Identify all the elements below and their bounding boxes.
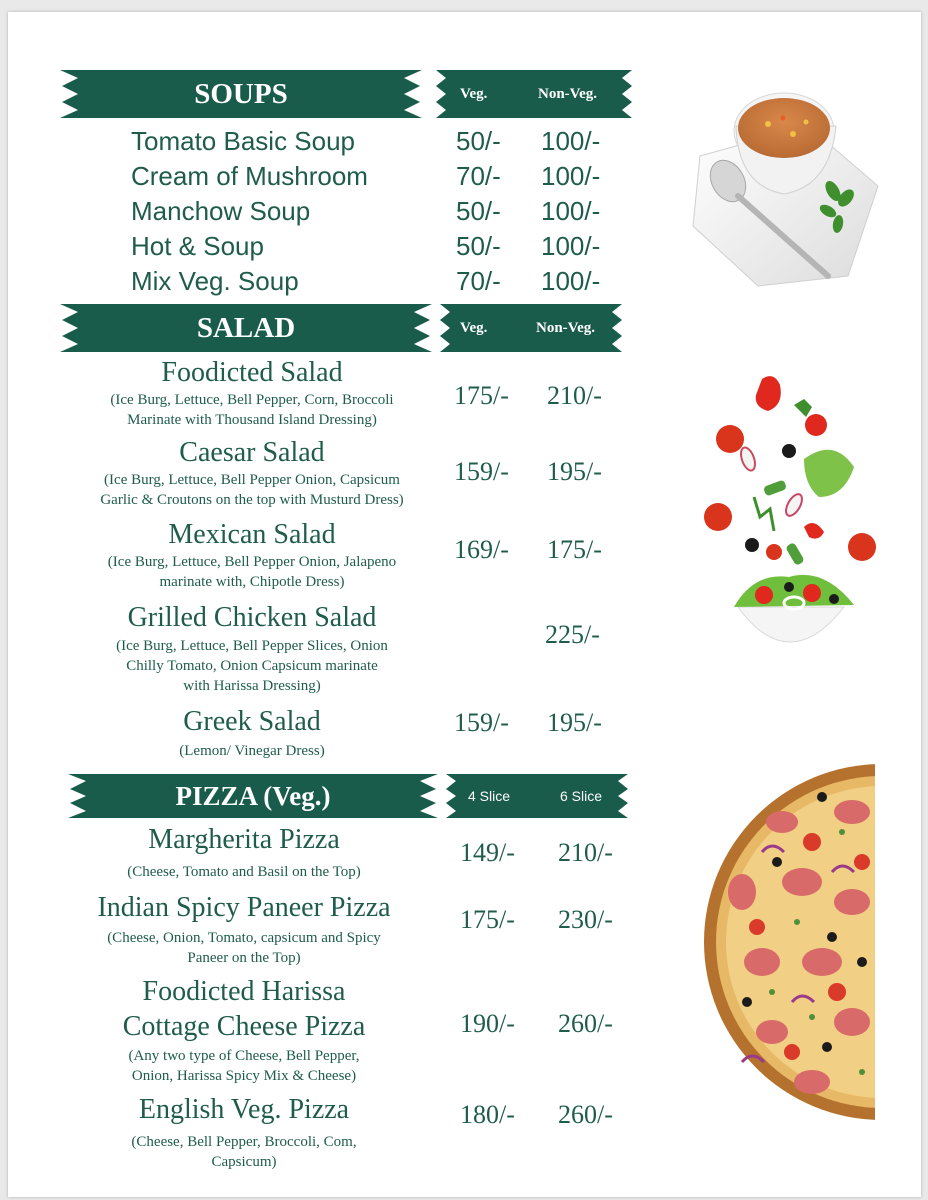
salad-veg-price: 159/- (454, 457, 509, 486)
salad-veg-price: 169/- (454, 535, 509, 564)
salad-item-description: (Ice Burg, Lettuce, Bell Pepper Onion, Capsicum Garlic & Croutons on the top with Musturd Dress) (100, 472, 404, 508)
menu-page (8, 12, 921, 1197)
salad-nonveg-price: 210/- (547, 381, 602, 410)
soup-veg-price: 50/- (456, 126, 501, 156)
salad-item-description: (Lemon/ Vinegar Dress) (179, 743, 325, 759)
soup-nonveg-price: 100/- (541, 161, 601, 191)
pizza-item-description: (Cheese, Bell Pepper, Broccoli, Com, Capsicum) (131, 1134, 357, 1170)
pizza-column-header (446, 774, 628, 818)
salad-item-name: Mexican Salad (168, 519, 336, 550)
soup-item-name: Mix Veg. Soup (131, 266, 299, 296)
soups-nonveg-header: Non-Veg. (538, 85, 598, 102)
pizza-item-name: Margherita Pizza (148, 824, 340, 855)
pizza-item-description: (Cheese, Tomato and Basil on the Top) (127, 864, 361, 880)
pizza-6slice-price: 230/- (558, 905, 613, 934)
pizza-banner (68, 774, 438, 818)
pizza-6slice-price: 260/- (558, 1009, 613, 1038)
salad-item-description: (Ice Burg, Lettuce, Bell Pepper, Corn, Broccoli Marinate with Thousand Island Dressing) (110, 392, 394, 428)
salad-nonveg-price: 195/- (547, 457, 602, 486)
salad-item-name: Caesar Salad (179, 437, 325, 468)
pizza-4slice-header: 4 Slice (468, 788, 511, 804)
pizza-4slice-price: 175/- (460, 905, 515, 934)
pizza-6slice-price: 210/- (558, 838, 613, 867)
soup-item-name: Cream of Mushroom (131, 161, 368, 191)
salad-veg-header: Veg. (460, 319, 488, 336)
pizza-6slice-header: 6 Slice (560, 788, 603, 804)
pizza-4slice-price: 190/- (460, 1009, 515, 1038)
soups-title: SOUPS (194, 77, 288, 110)
soup-item-name: Manchow Soup (131, 196, 311, 226)
salad-nonveg-price: 195/- (547, 708, 602, 737)
soups-banner (60, 70, 422, 118)
pizza-4slice-price: 149/- (460, 838, 515, 867)
soup-nonveg-price: 100/- (541, 231, 601, 261)
salad-item-name: Grilled Chicken Salad (127, 602, 377, 633)
salad-veg-price: 159/- (454, 708, 509, 737)
soup-veg-price: 70/- (456, 161, 501, 191)
soup-veg-price: 50/- (456, 196, 501, 226)
salad-nonveg-price: 175/- (547, 535, 602, 564)
soup-nonveg-price: 100/- (541, 196, 601, 226)
pizza-item-name: English Veg. Pizza (138, 1094, 350, 1125)
pizza-title: PIZZA (Veg.) (175, 780, 331, 811)
soup-nonveg-price: 100/- (541, 266, 601, 296)
pizza-item-name-line2: Cottage Cheese Pizza (122, 1011, 366, 1042)
pizza-6slice-price: 260/- (558, 1100, 613, 1129)
pizza-item-description: (Any two type of Cheese, Bell Pepper, Onion, Harissa Spicy Mix & Cheese) (128, 1048, 360, 1084)
soup-bowl-image (688, 76, 883, 291)
salad-nonveg-header: Non-Veg. (536, 319, 596, 336)
soups-veg-header: Veg. (460, 85, 488, 102)
soup-item-name: Hot & Soup (131, 231, 264, 261)
salad-item-description: (Ice Burg, Lettuce, Bell Pepper Slices, Onion Chilly Tomato, Onion Capsicum marinate with Harissa Dressing) (116, 638, 388, 694)
salad-item-description: (Ice Burg, Lettuce, Bell Pepper Onion, Jalapeno marinate with, Chipotle Dress) (107, 554, 397, 590)
salad-item-name: Greek Salad (183, 706, 321, 737)
salad-veg-price: 175/- (454, 381, 509, 410)
salad-image (694, 367, 886, 667)
salad-item-name: Foodicted Salad (161, 357, 343, 388)
pizza-image (702, 762, 875, 1122)
pizza-item-name: Indian Spicy Paneer Pizza (97, 892, 391, 923)
soups-column-header (436, 70, 632, 118)
soup-item-name: Tomato Basic Soup (131, 126, 356, 156)
pizza-item-name: Foodicted Harissa (142, 976, 346, 1007)
salad-nonveg-price: 225/- (545, 620, 600, 649)
pizza-item-description: (Cheese, Onion, Tomato, capsicum and Spicy Paneer on the Top) (107, 930, 381, 966)
soup-nonveg-price: 100/- (541, 126, 601, 156)
salad-column-header (440, 304, 622, 352)
soup-veg-price: 70/- (456, 266, 501, 296)
pizza-4slice-price: 180/- (460, 1100, 515, 1129)
salad-title: SALAD (196, 311, 296, 344)
salad-banner (60, 304, 432, 352)
soup-veg-price: 50/- (456, 231, 501, 261)
